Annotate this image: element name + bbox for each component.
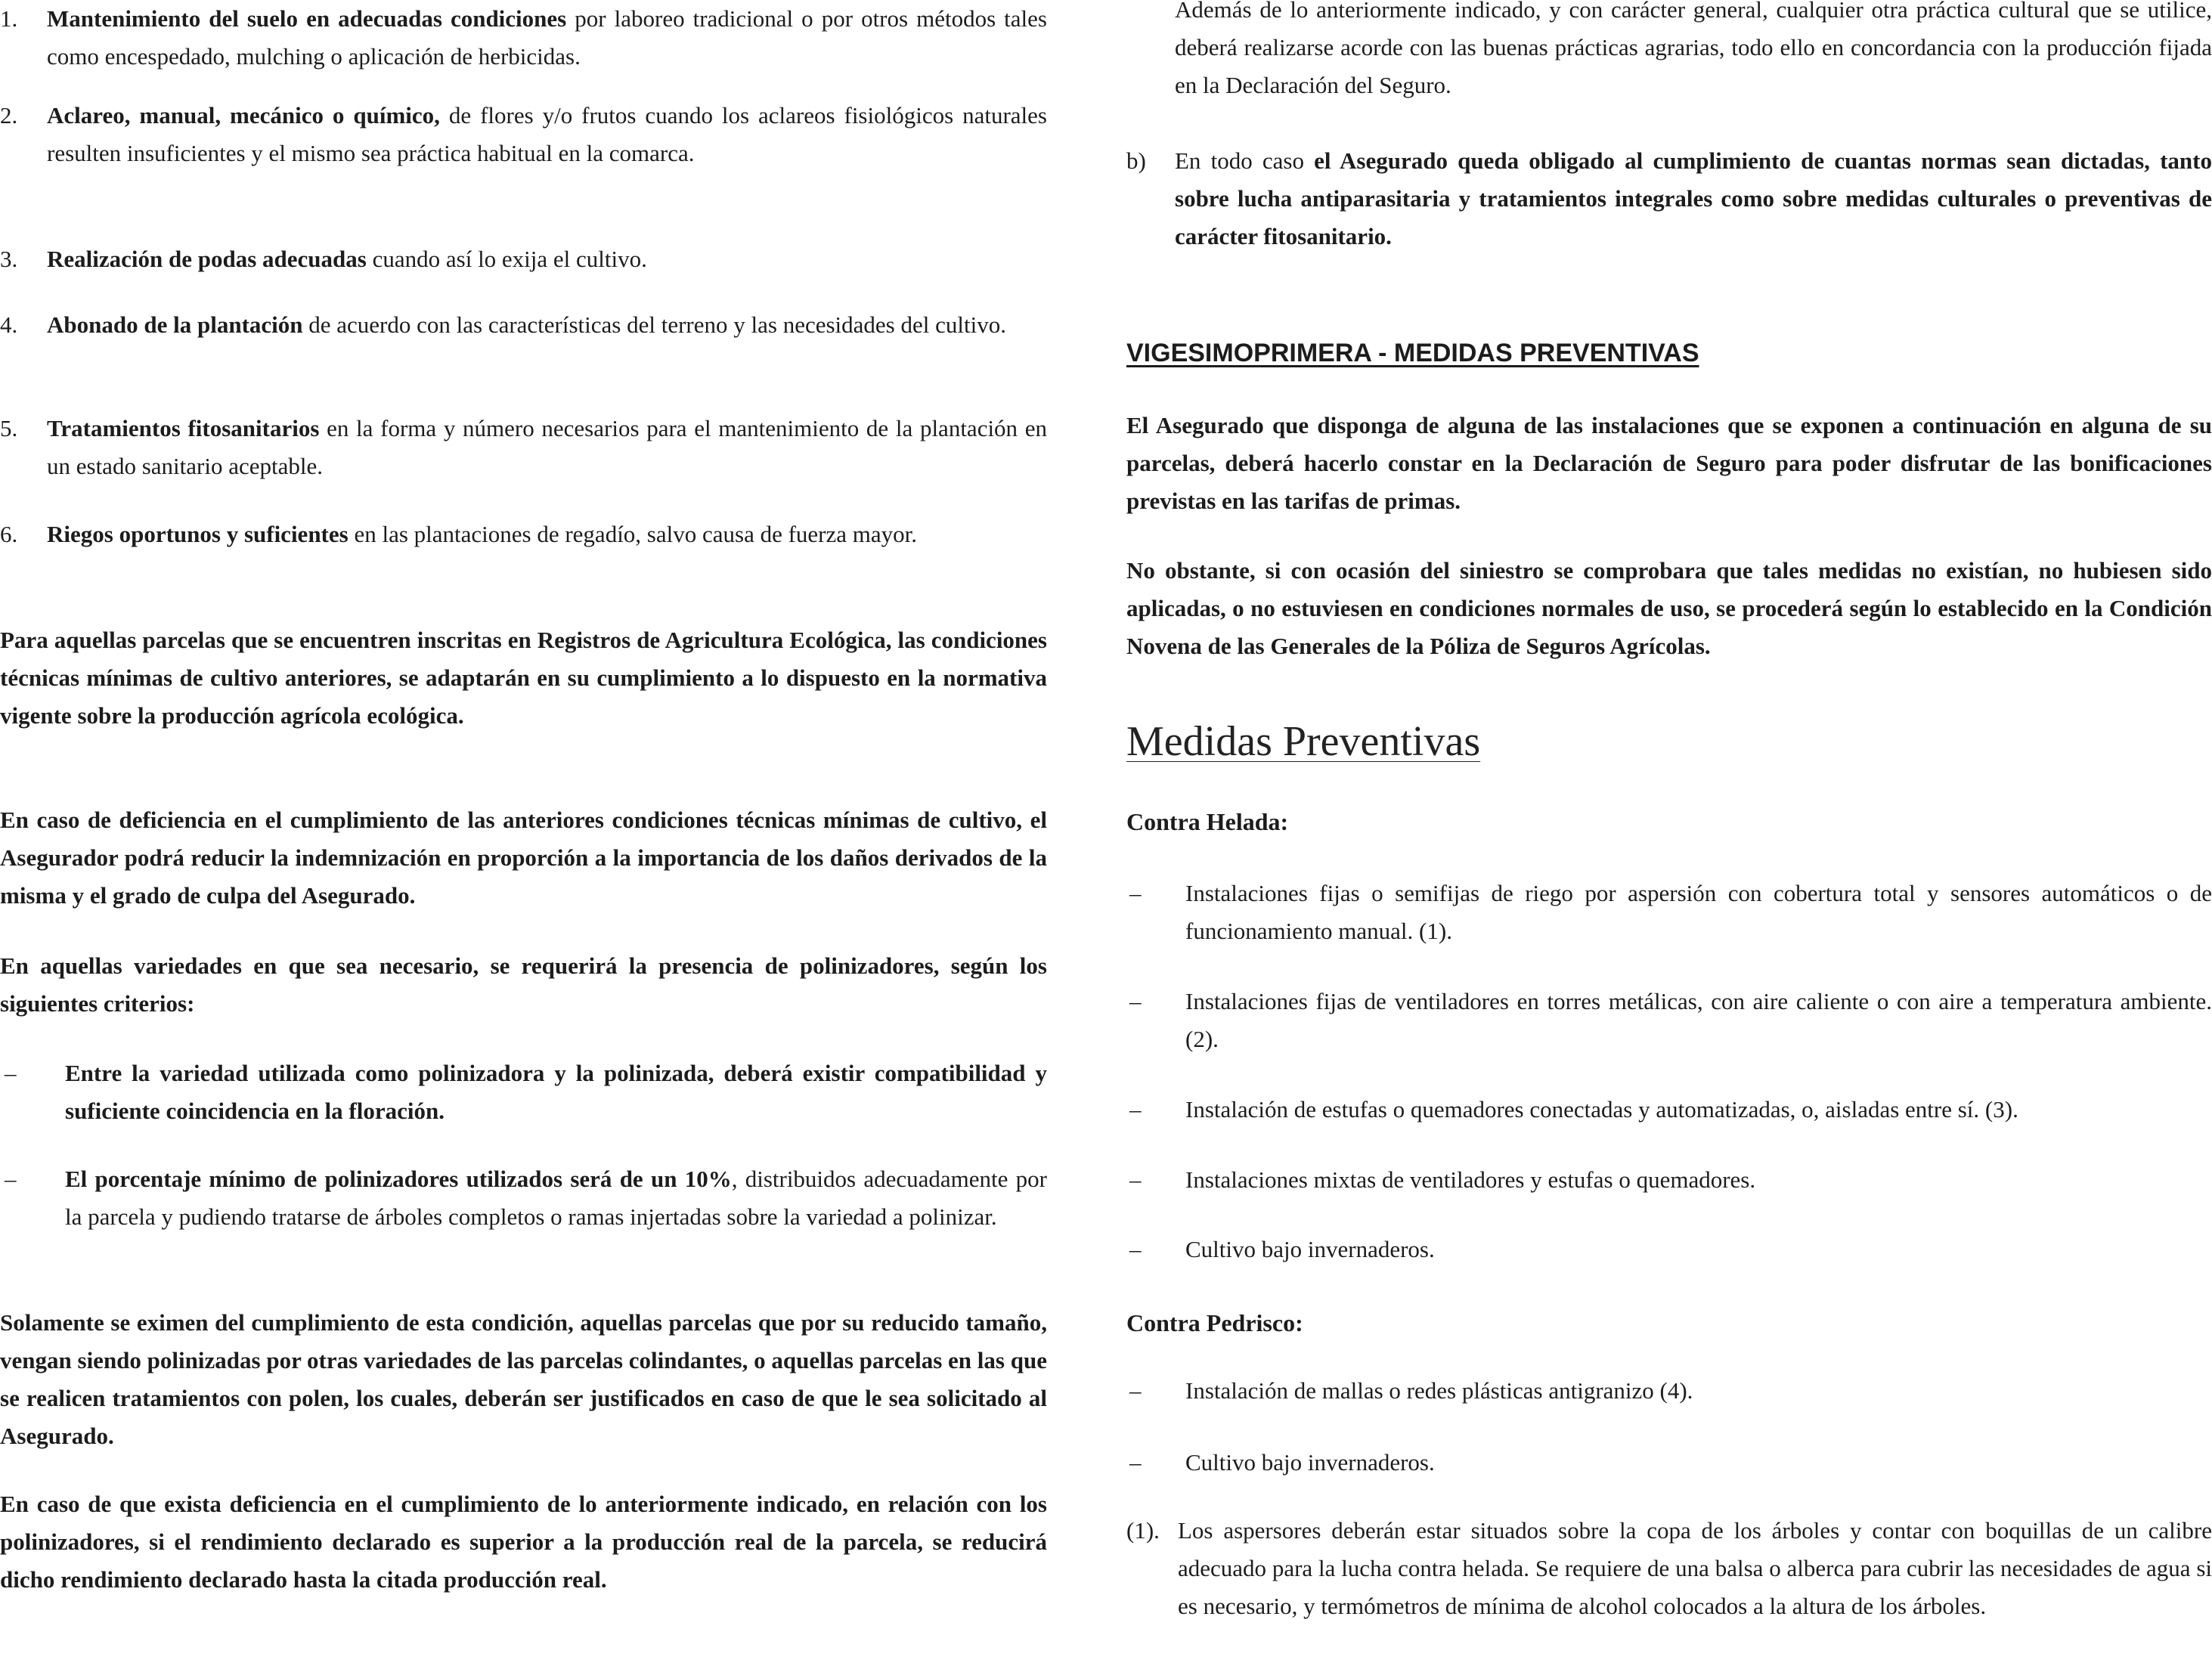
paragraph-eximen: Solamente se eximen del cumplimiento de esta condición, aquellas parcelas que por su reducido tamaño, vengan siendo polinizadas por otras variedades de las parcelas colindantes, o aquellas parcelas en las que se realicen tratamientos con polen, los cuales, deberán ser justificados en caso de que le sea solicitado al Asegurado. — [0, 1309, 1047, 1449]
dash-marker: – — [1129, 988, 1142, 1014]
paragraph-ecologica: Para aquellas parcelas que se encuentren inscritas en Registros de Agricultura Ecológica, las condiciones técnicas mínimas de cultivo anteriores, se adaptarán en su cumplimiento a lo dispuesto en la normativa vigente sobre la producción agrícola ecológica. — [0, 627, 1047, 729]
helada-item — [1126, 983, 2212, 1058]
list-marker: b) — [1126, 147, 1146, 174]
dash-text: Entre la variedad utilizada como polinizadora y la polinizada, deberá existir compatibilidad y suficiente coincidencia en la floración. — [65, 1060, 1047, 1124]
list-text: Riegos oportunos y suficientes en las plantaciones de regadío, salvo causa de fuerza mayor. — [47, 521, 917, 547]
dash-marker: – — [1129, 1236, 1142, 1262]
dash-text: El porcentaje mínimo de polinizadores utilizados será de un 10%, distribuidos adecuadamente por la parcela y pudiendo tratarse de árboles completos o ramas injertadas sobre la variedad a polinizar. — [65, 1166, 1047, 1230]
list-marker: 4. — [0, 311, 18, 338]
list-item-b — [1126, 142, 2212, 255]
list-item — [0, 410, 1047, 485]
contra-pedrisco-heading: Contra Pedrisco: — [1126, 1309, 1303, 1336]
footnote-text: Los aspersores deberán estar situados sobre la copa de los árboles y contar con boquillas de un calibre adecuado para la lucha contra helada. Se requiere de una balsa o alberca para cubrir las necesidades de agua si es necesario, y termómetros de mínima de alcohol colocados a la altura de los árboles. — [1178, 1517, 2212, 1619]
list-text: Mantenimiento del suelo en adecuadas condiciones por laboreo tradicional o por otros métodos tales como encespedado, mulching o aplicación de herbicidas. — [47, 5, 1047, 70]
list-item — [0, 0, 1047, 76]
list-item — [0, 306, 1047, 382]
dash-marker: – — [1129, 1449, 1142, 1476]
contra-helada-heading: Contra Helada: — [1126, 808, 1289, 835]
list-text: Abonado de la plantación de acuerdo con las características del terreno y las necesidades del cultivo. — [47, 311, 1006, 338]
footnote-1 — [1126, 1512, 2212, 1663]
pedrisco-item — [1126, 1444, 2212, 1482]
list-text: Aclareo, manual, mecánico o químico, de flores y/o frutos cuando los aclareos fisiológicos naturales resulten insuficientes y el mismo sea práctica habitual en la comarca. — [47, 102, 1047, 166]
list-marker: 2. — [0, 102, 18, 129]
paragraph-ademas: Además de lo anteriormente indicado, y con carácter general, cualquier otra práctica cultural que se utilice, deberá realizarse acorde con las buenas prácticas agrarias, todo ello en concordancia con la producción fijada en la Declaración del Seguro. — [1175, 0, 2212, 98]
paragraph-deficiencia: En caso de deficiencia en el cumplimiento de las anteriores condiciones técnicas mínimas de cultivo, el Asegurador podrá reducir la indemnización en proporción a la importancia de los daños derivados de la misma y el grado de culpa del Asegurado. — [0, 807, 1047, 909]
helada-item — [1126, 875, 2212, 950]
helada-text: Instalaciones fijas o semifijas de riego por aspersión con cobertura total y sensores automáticos o de funcionamiento manual. (1). — [1185, 880, 2212, 944]
helada-text: Instalaciones mixtas de ventiladores y estufas o quemadores. — [1185, 1166, 1756, 1193]
paragraph-rendimiento: En caso de que exista deficiencia en el cumplimiento de lo anteriormente indicado, en relación con los polinizadores, si el rendimiento declarado es superior a la producción real de la parcela, se reducirá dicho rendimiento declarado hasta la citada producción real. — [0, 1491, 1047, 1593]
pedrisco-item — [1126, 1372, 2212, 1410]
list-item — [0, 97, 1047, 210]
helada-item — [1126, 1231, 2212, 1268]
paragraph-dispongan: El Asegurado que disponga de alguna de las instalaciones que se exponen a continuación en alguna de su parcelas, deberá hacerlo constar en la Declaración de Seguro para poder disfrutar de las bonificaciones previstas en las tarifas de primas. — [1126, 412, 2212, 514]
dash-marker: – — [5, 1060, 17, 1086]
dash-marker: – — [1129, 1096, 1142, 1123]
dash-item — [0, 1054, 1047, 1130]
dash-marker: – — [5, 1166, 17, 1192]
list-item — [0, 240, 1047, 278]
dash-marker: – — [1129, 880, 1142, 906]
helada-text: Cultivo bajo invernaderos. — [1185, 1236, 1435, 1262]
medidas-heading: Medidas Preventivas — [1126, 718, 1481, 765]
list-marker: 5. — [0, 415, 18, 441]
pedrisco-text: Instalación de mallas o redes plásticas antigranizo (4). — [1185, 1377, 1693, 1404]
helada-text: Instalaciones fijas de ventiladores en torres metálicas, con aire caliente o con aire a temperatura ambiente. (2). — [1185, 988, 2212, 1052]
pedrisco-text: Cultivo bajo invernaderos. — [1185, 1449, 1435, 1476]
section-heading: VIGESIMOPRIMERA - MEDIDAS PREVENTIVAS — [1126, 339, 1699, 367]
list-marker: 3. — [0, 246, 18, 272]
list-text: Realización de podas adecuadas cuando así lo exija el cultivo. — [47, 246, 647, 272]
dash-marker: – — [1129, 1166, 1142, 1193]
list-text: En todo caso el Asegurado queda obligado al cumplimiento de cuantas normas sean dictadas, tanto sobre lucha antiparasitaria y tratamientos integrales como sobre medidas culturales o preventivas de carácter fitosanitario. — [1175, 147, 2212, 249]
dash-item — [0, 1160, 1047, 1274]
footnote-marker: (1). — [1126, 1517, 1160, 1544]
paragraph-polinizadores: En aquellas variedades en que sea necesario, se requerirá la presencia de polinizadores, según los siguientes criterios: — [0, 952, 1047, 1017]
paragraph-no-obstante: No obstante, si con ocasión del siniestro se comprobara que tales medidas no existían, no hubiesen sido aplicadas, o no estuviesen en condiciones normales de uso, se procederá según lo establecido en la Condición Novena de las Generales de la Póliza de Seguros Agrícolas. — [1126, 557, 2212, 659]
list-text: Tratamientos fitosanitarios en la forma y número necesarios para el mantenimiento de la plantación en un estado sanitario aceptable. — [47, 415, 1048, 479]
helada-item — [1126, 1161, 2212, 1199]
dash-marker: – — [1129, 1377, 1142, 1404]
list-marker: 6. — [0, 521, 18, 547]
list-marker: 1. — [0, 5, 18, 32]
helada-item — [1126, 1091, 2212, 1129]
helada-text: Instalación de estufas o quemadores conectadas y automatizadas, o, aisladas entre sí. (3). — [1185, 1096, 2018, 1123]
list-item — [0, 516, 1047, 591]
